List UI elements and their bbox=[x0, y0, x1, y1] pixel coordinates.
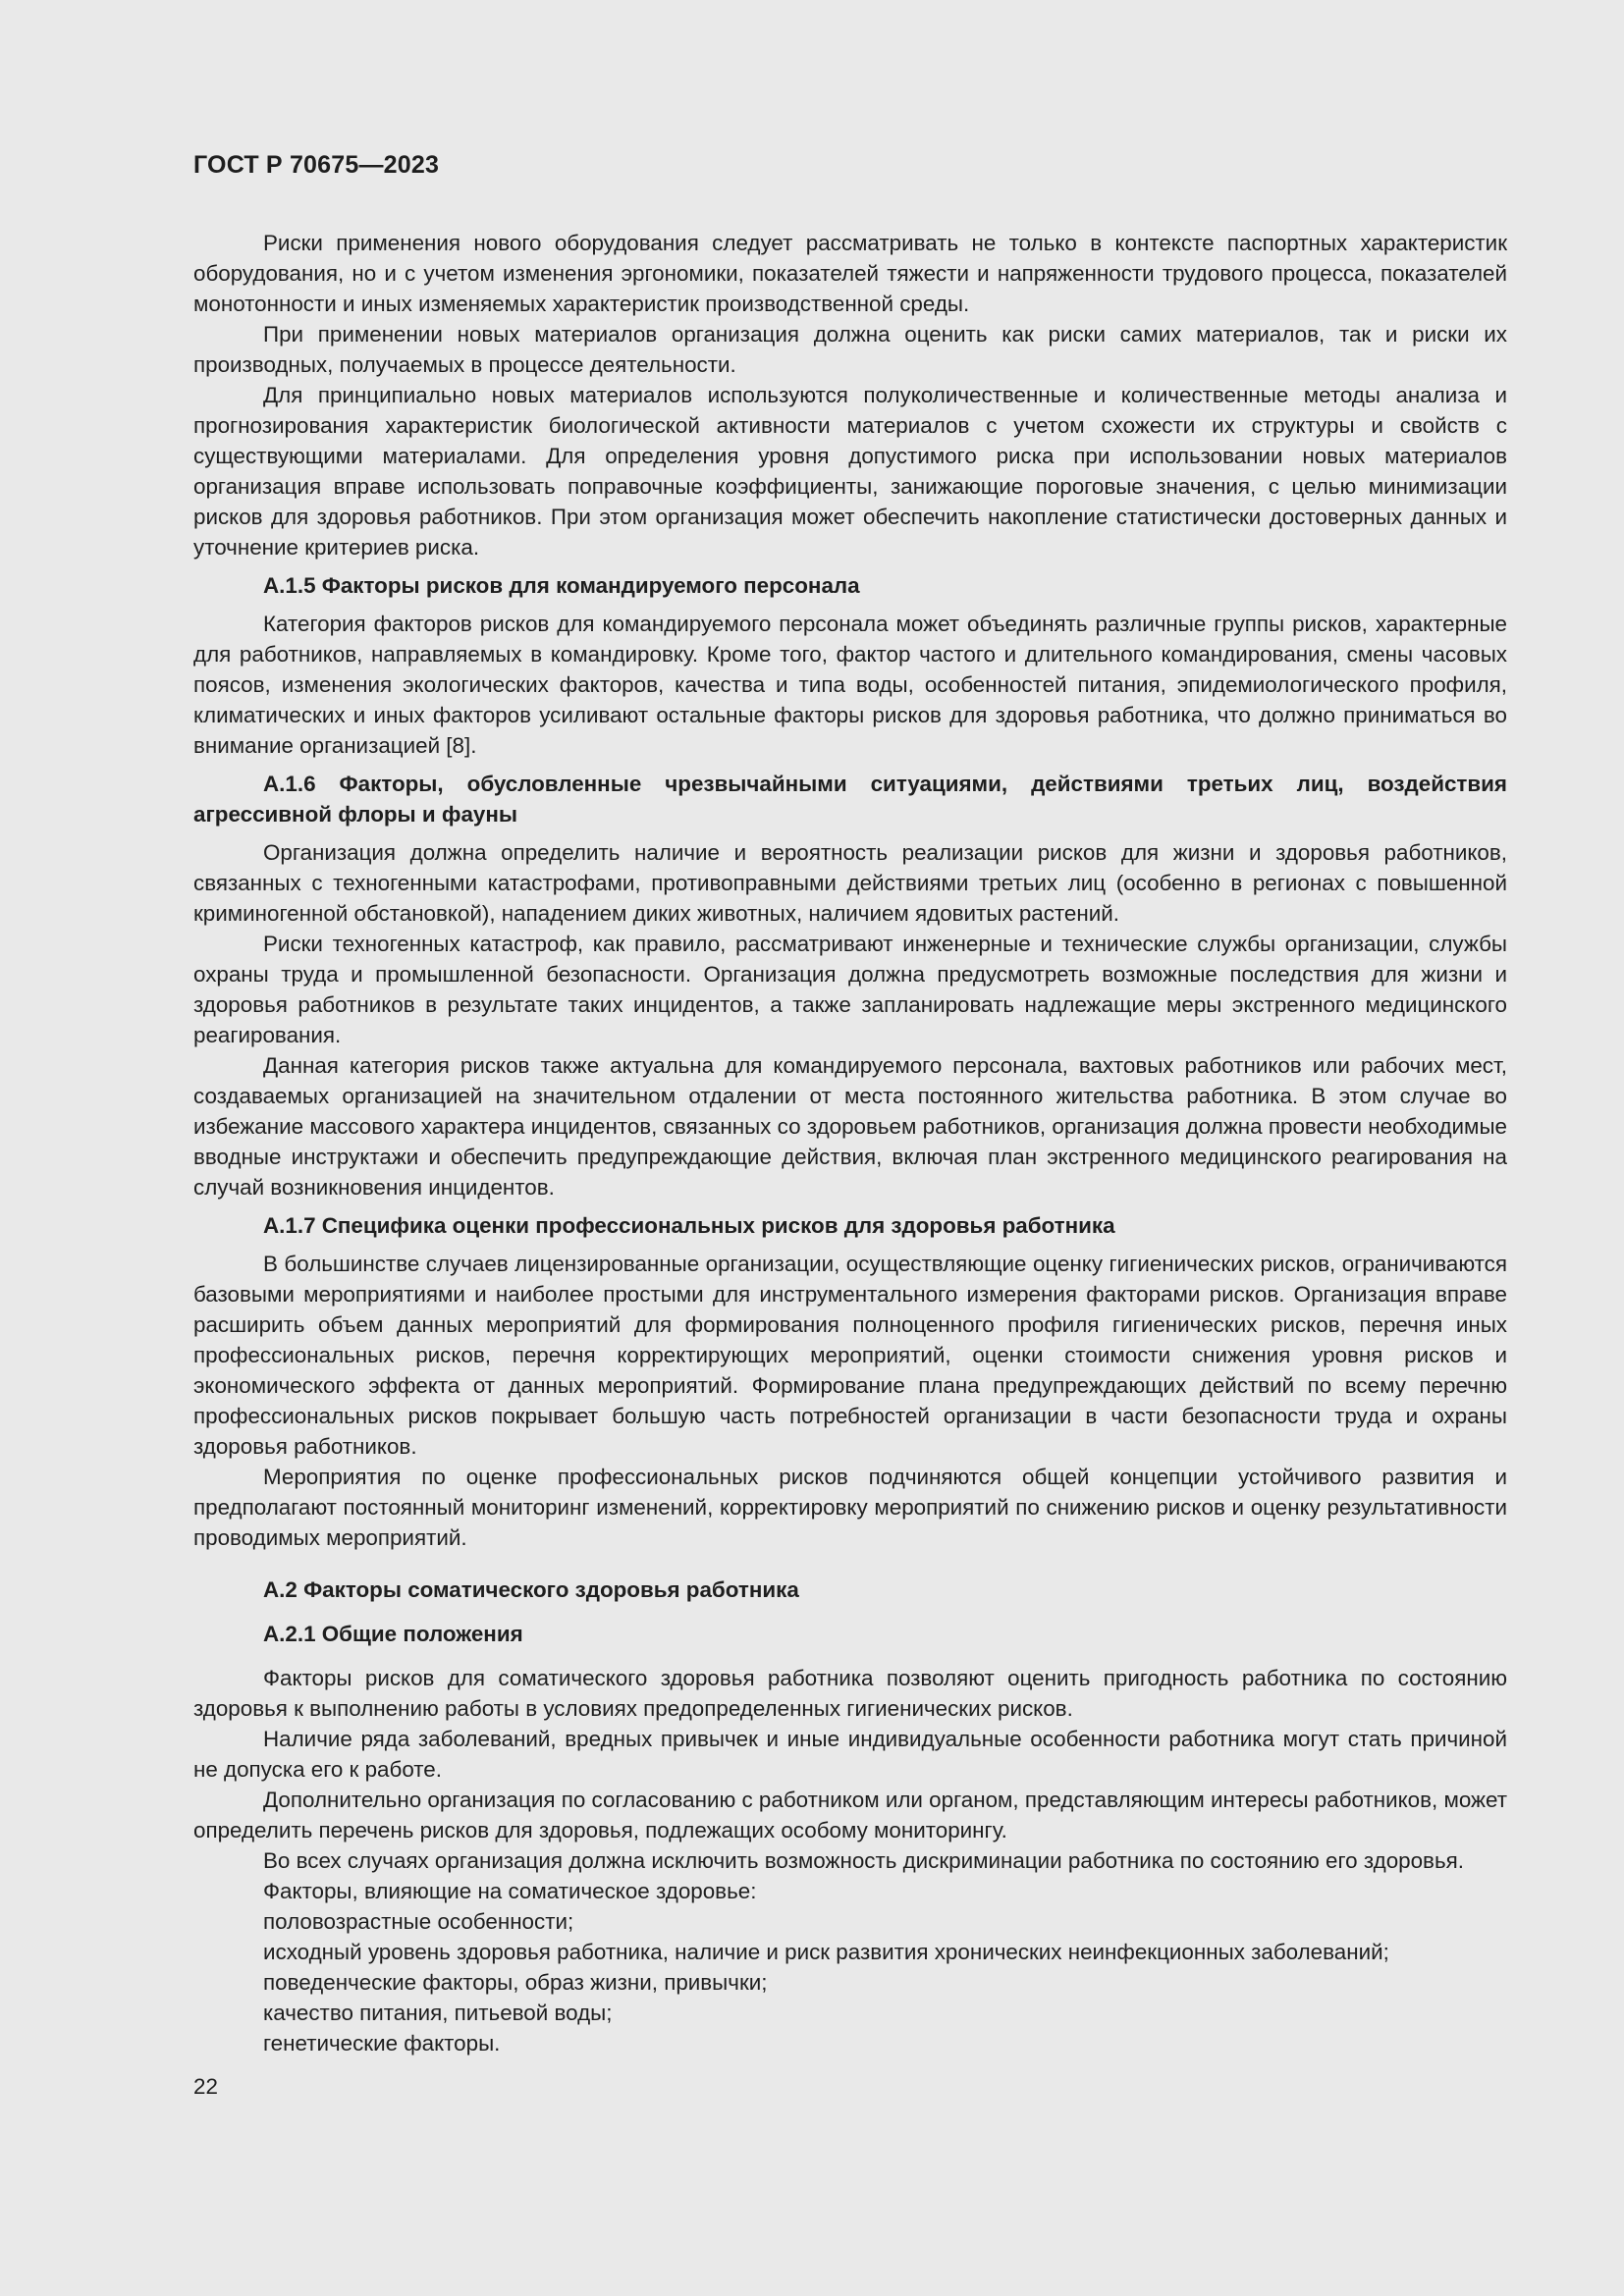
paragraph: Наличие ряда заболеваний, вредных привычек и иные индивидуальные особенности работника могут стать причиной не допуска его к работе. bbox=[193, 1727, 1507, 1782]
list-item: половозрастные особенности; bbox=[263, 1909, 574, 1934]
section-heading-a17: А.1.7 Специфика оценки профессиональных рисков для здоровья работника bbox=[263, 1213, 1115, 1238]
document-page bbox=[193, 147, 1507, 2058]
paragraph: Мероприятия по оценке профессиональных рисков подчиняются общей концепции устойчивого развития и предполагают постоянный мониторинг изменений, корректировку мероприятий по снижению рисков и оценку результативности проводимых мероприятий. bbox=[193, 1465, 1507, 1550]
paragraph: Дополнительно организация по согласованию с работником или органом, представляющим интересы работников, может определить перечень рисков для здоровья, подлежащих особому мониторингу. bbox=[193, 1788, 1507, 1842]
section-heading-a21: А.2.1 Общие положения bbox=[263, 1622, 523, 1646]
paragraph: Для принципиально новых материалов используются полуколичественные и количественные методы анализа и прогнозирования характеристик биологической активности материалов с учетом схожести их структуры и свойств с существующими материалами. Для определения уровня допустимого риска при использовании новых материалов организация вправе использовать поправочные коэффициенты, занижающие пороговые значения, с целью минимизации рисков для здоровья работников. При этом организация может обеспечить накопление статистически достоверных данных и уточнение критериев риска. bbox=[193, 383, 1507, 560]
paragraph: Во всех случаях организация должна исключить возможность дискриминации работника по состоянию его здоровья. bbox=[263, 1848, 1464, 1873]
list-intro: Факторы, влияющие на соматическое здоровье: bbox=[263, 1879, 757, 1903]
list-item: генетические факторы. bbox=[263, 2031, 501, 2056]
paragraph: Риски применения нового оборудования следует рассматривать не только в контексте паспортных характеристик оборудования, но и с учетом изменения эргономики, показателей тяжести и напряженности трудового процесса, показателей монотонности и иных изменяемых характеристик производственной среды. bbox=[193, 231, 1507, 316]
paragraph: Данная категория рисков также актуальна для командируемого персонала, вахтовых работников или рабочих мест, создаваемых организацией на значительном отдалении от места постоянного жительства работника. В этом случае во избежание массового характера инцидентов, связанных со здоровьем работников, организация должна провести необходимые вводные инструктажи и обеспечить предупреждающие действия, включая план экстренного медицинского реагирования на случай возникновения инцидентов. bbox=[193, 1053, 1507, 1200]
paragraph: Риски техногенных катастроф, как правило, рассматривают инженерные и технические службы организации, службы охраны труда и промышленной безопасности. Организация должна предусмотреть возможные последствия для жизни и здоровья работников в результате таких инцидентов, а также запланировать надлежащие меры экстренного медицинского реагирования. bbox=[193, 932, 1507, 1047]
section-heading-a2: А.2 Факторы соматического здоровья работника bbox=[263, 1577, 799, 1602]
section-heading-a15: А.1.5 Факторы рисков для командируемого персонала bbox=[263, 573, 860, 598]
paragraph: Факторы рисков для соматического здоровья работника позволяют оценить пригодность работника по состоянию здоровья к выполнению работы в условиях предопределенных гигиенических рисков. bbox=[193, 1666, 1507, 1721]
list-item: поведенческие факторы, образ жизни, привычки; bbox=[263, 1970, 768, 1995]
paragraph: В большинстве случаев лицензированные организации, осуществляющие оценку гигиенических рисков, ограничиваются базовыми мероприятиями и наиболее простыми для инструментального измерения факторами рисков. Организация вправе расширить объем данных мероприятий для формирования полноценного профиля гигиенических рисков, перечня иных профессиональных рисков, перечня корректирующих мероприятий, оценки стоимости снижения уровня рисков и экономического эффекта от данных мероприятий. Формирование плана предупреждающих действий по всему перечню профессиональных рисков покрывает большую часть потребностей организации в части безопасности труда и охраны здоровья работников. bbox=[193, 1252, 1507, 1459]
section-heading-a16: А.1.6 Факторы, обусловленные чрезвычайными ситуациями, действиями третьих лиц, воздействия агрессивной флоры и фауны bbox=[193, 772, 1507, 827]
list-item: качество питания, питьевой воды; bbox=[263, 2001, 613, 2025]
document-body bbox=[193, 228, 1507, 2058]
document-header: ГОСТ Р 70675—2023 bbox=[193, 151, 440, 179]
page-number: 22 bbox=[193, 2074, 218, 2099]
paragraph: Организация должна определить наличие и вероятность реализации рисков для жизни и здоровья работников, связанных с техногенными катастрофами, противоправными действиями третьих лиц (особенно в регионах с повышенной криминогенной обстановкой), нападением диких животных, наличием ядовитых растений. bbox=[193, 840, 1507, 926]
paragraph: При применении новых материалов организация должна оценить как риски самих материалов, так и риски их производных, получаемых в процессе деятельности. bbox=[193, 322, 1507, 377]
list-item: исходный уровень здоровья работника, наличие и риск развития хронических неинфекционных заболеваний; bbox=[263, 1940, 1389, 1964]
paragraph: Категория факторов рисков для командируемого персонала может объединять различные группы рисков, характерные для работников, направляемых в командировку. Кроме того, фактор частого и длительного командирования, смены часовых поясов, изменения экологических факторов, качества и типа воды, особенностей питания, эпидемиологического профиля, климатических и иных факторов усиливают остальные факторы рисков для здоровья работника, что должно приниматься во внимание организацией [8]. bbox=[193, 612, 1507, 758]
